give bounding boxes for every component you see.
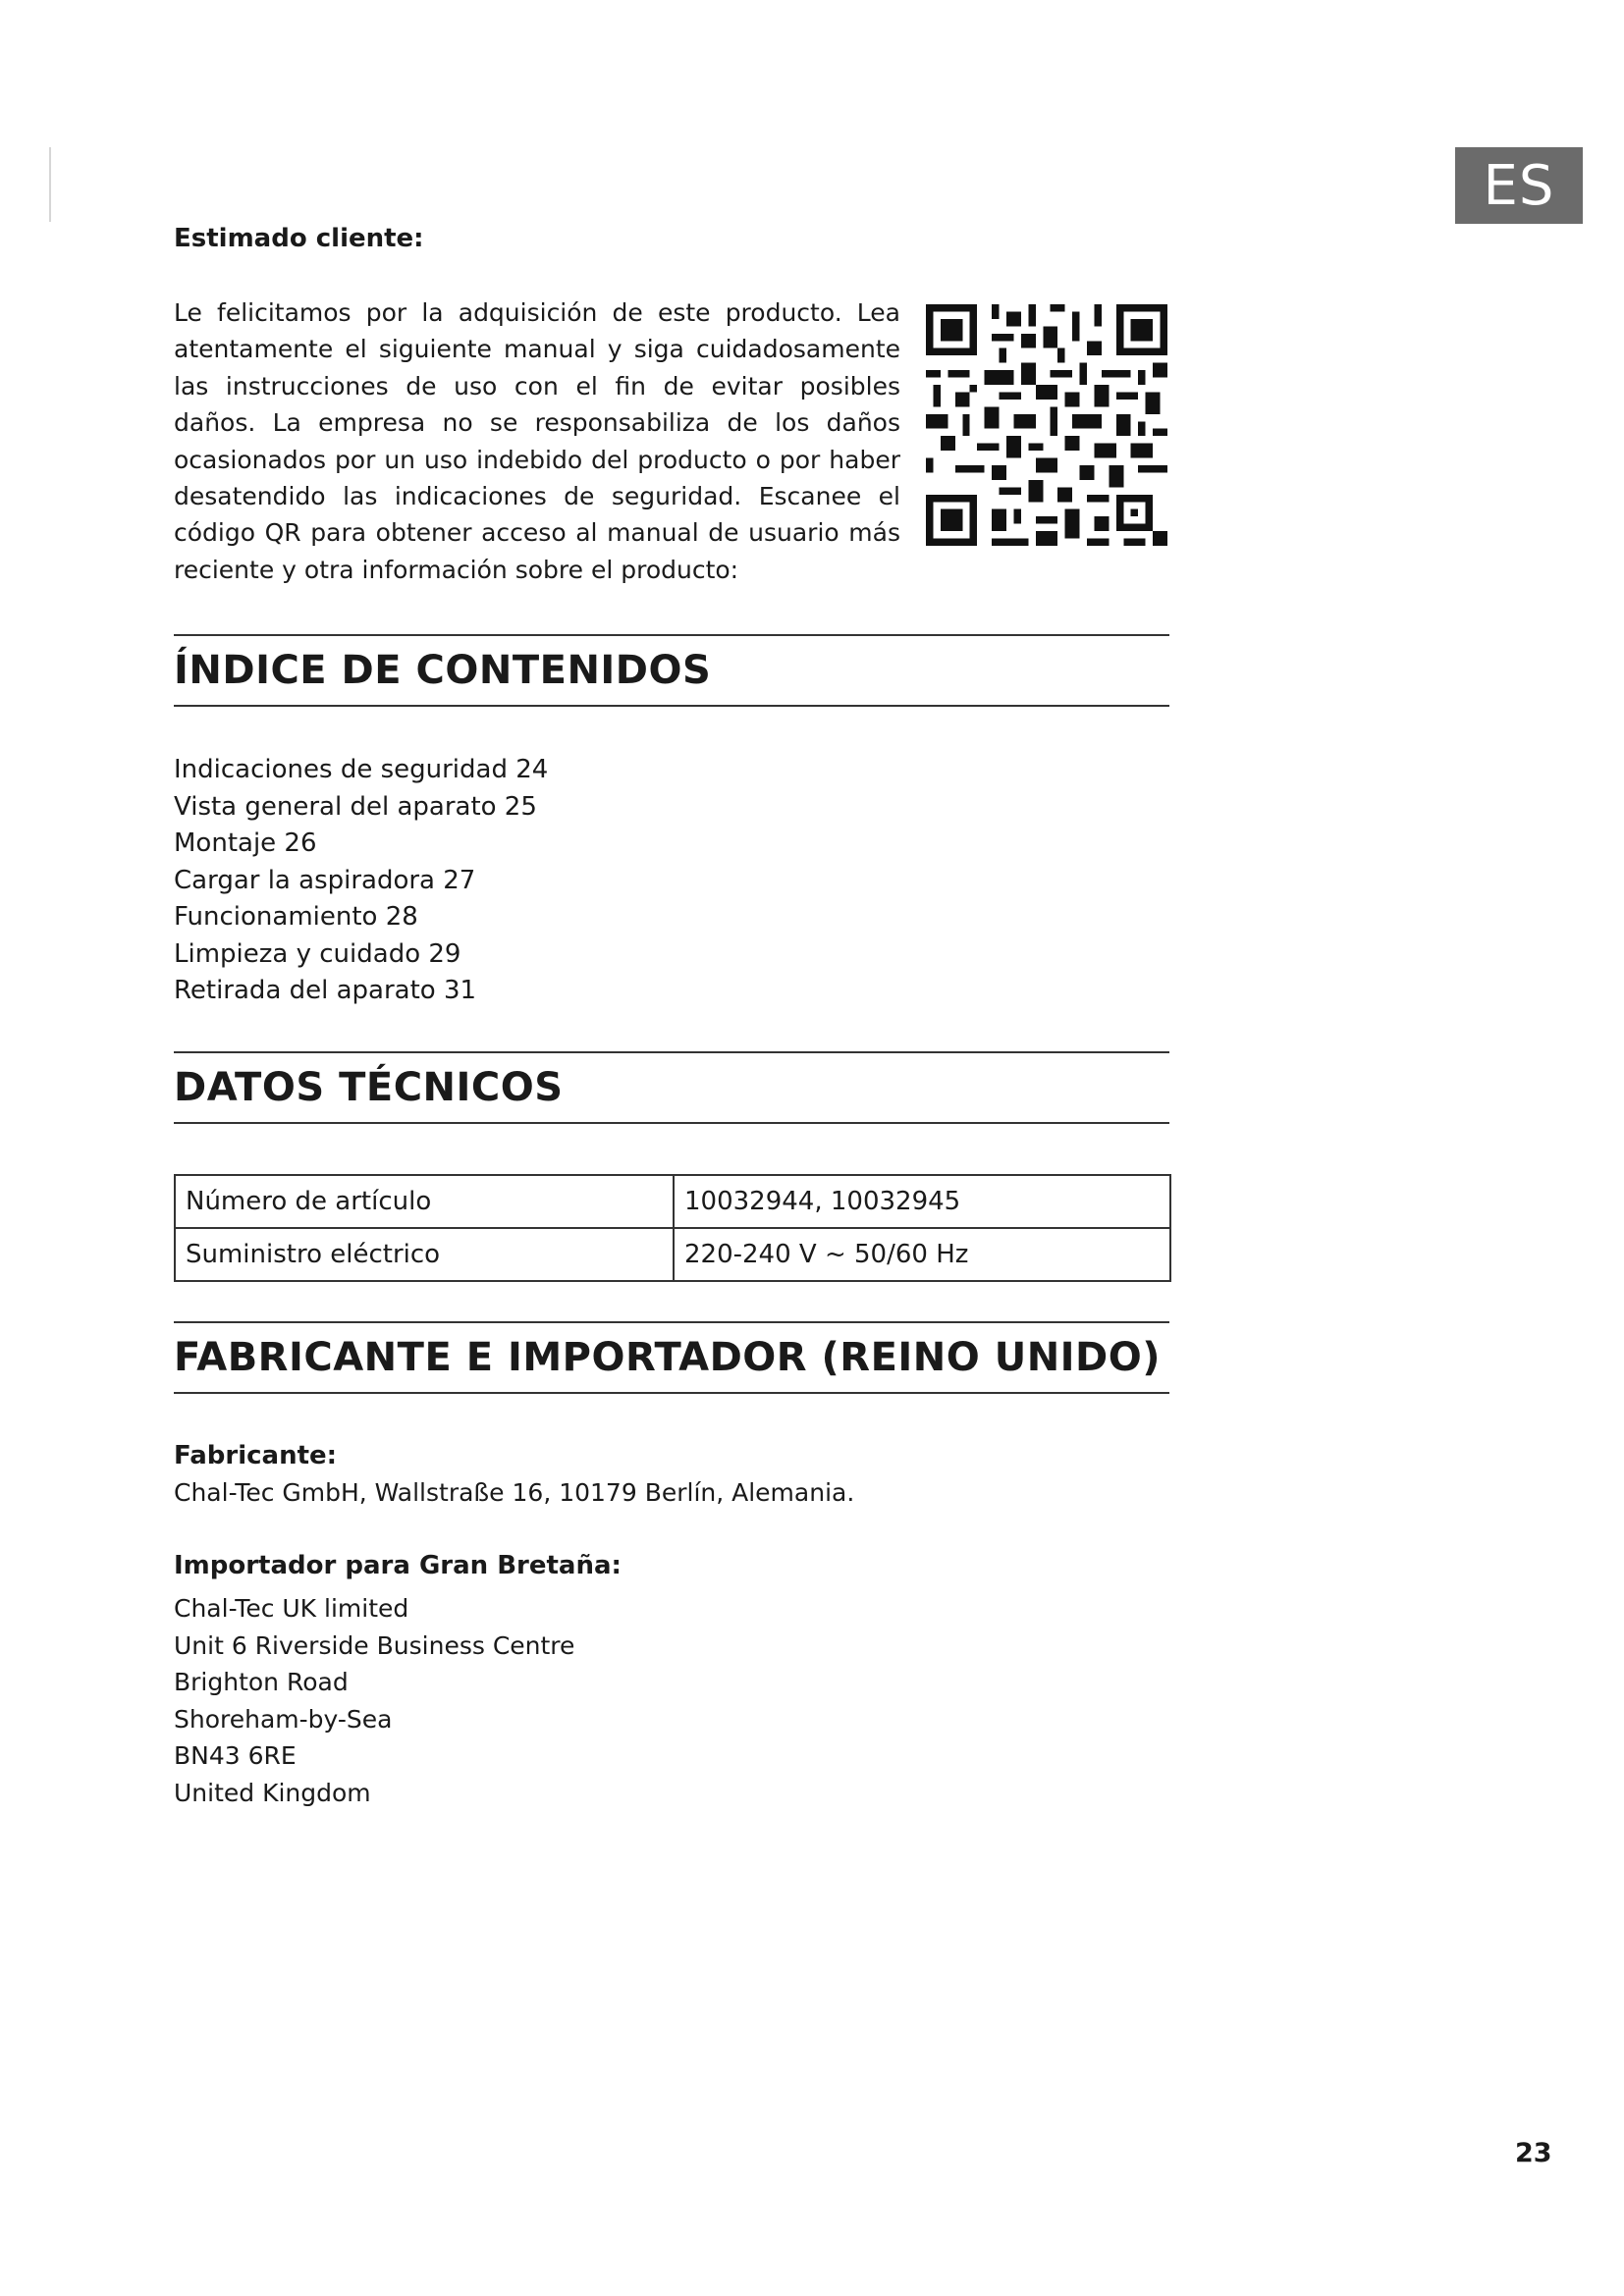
tech-specs-table	[174, 1174, 1171, 1282]
page-number: 23	[1515, 2138, 1552, 2168]
importer-label: Importador para Gran Bretaña:	[174, 1551, 622, 1580]
address-line: Chal-Tec UK limited	[174, 1594, 409, 1623]
toc-item[interactable]: Funcionamiento 28	[174, 902, 418, 932]
toc-section-header	[174, 634, 1169, 707]
tech-section-header	[174, 1051, 1169, 1124]
manufacturer-address: Chal-Tec GmbH, Wallstraße 16, 10179 Berlín, Alemania.	[174, 1478, 855, 1507]
tech-heading: DATOS TÉCNICOS	[174, 1065, 564, 1110]
address-line: Shoreham-by-Sea	[174, 1704, 393, 1734]
toc-item[interactable]: Limpieza y cuidado 29	[174, 938, 461, 969]
margin-line	[49, 147, 51, 222]
address-line: Brighton Road	[174, 1668, 349, 1696]
toc-item[interactable]: Vista general del aparato 25	[174, 791, 537, 822]
address-line: Unit 6 Riverside Business Centre	[174, 1630, 575, 1660]
language-tab: ES	[1455, 147, 1583, 224]
address-line: BN43 6RE	[174, 1741, 297, 1770]
importer-address	[174, 1590, 574, 1811]
toc-list	[174, 752, 548, 1010]
toc-item[interactable]: Retirada del aparato 31	[174, 976, 477, 1005]
intro-paragraph: Le felicitamos por la adquisición de este producto. Lea atentamente el siguiente manual y siga cuidadosamente las instrucciones de uso con el fin de evitar posibles daños. La empresa no se responsabiliza de los daños ocasionados por un uso indebido del producto o por haber desatendido las indicaciones de seguridad. Escanee el código QR para obtener acceso al manual de usuario más reciente y otra información sobre el producto:	[174, 298, 900, 584]
table-row	[175, 1228, 1170, 1281]
spec-value: 10032944, 10032945	[674, 1175, 1170, 1228]
address-line: United Kingdom	[174, 1778, 371, 1807]
toc-item[interactable]: Indicaciones de seguridad 24	[174, 755, 549, 784]
manufacturer-label: Fabricante:	[174, 1441, 338, 1470]
manufacturer-heading: FABRICANTE E IMPORTADOR (REINO UNIDO)	[174, 1335, 1162, 1380]
toc-item[interactable]: Cargar la aspiradora 27	[174, 865, 476, 895]
table-row	[175, 1175, 1170, 1228]
spec-value: 220-240 V ~ 50/60 Hz	[674, 1228, 1170, 1281]
greeting: Estimado cliente:	[174, 224, 424, 253]
qr-code-icon[interactable]	[926, 304, 1167, 546]
manufacturer-section-header	[174, 1321, 1169, 1394]
toc-heading: ÍNDICE DE CONTENIDOS	[174, 648, 712, 693]
toc-item[interactable]: Montaje 26	[174, 828, 317, 858]
spec-label: Suministro eléctrico	[175, 1228, 674, 1281]
spec-label: Número de artículo	[175, 1175, 674, 1228]
